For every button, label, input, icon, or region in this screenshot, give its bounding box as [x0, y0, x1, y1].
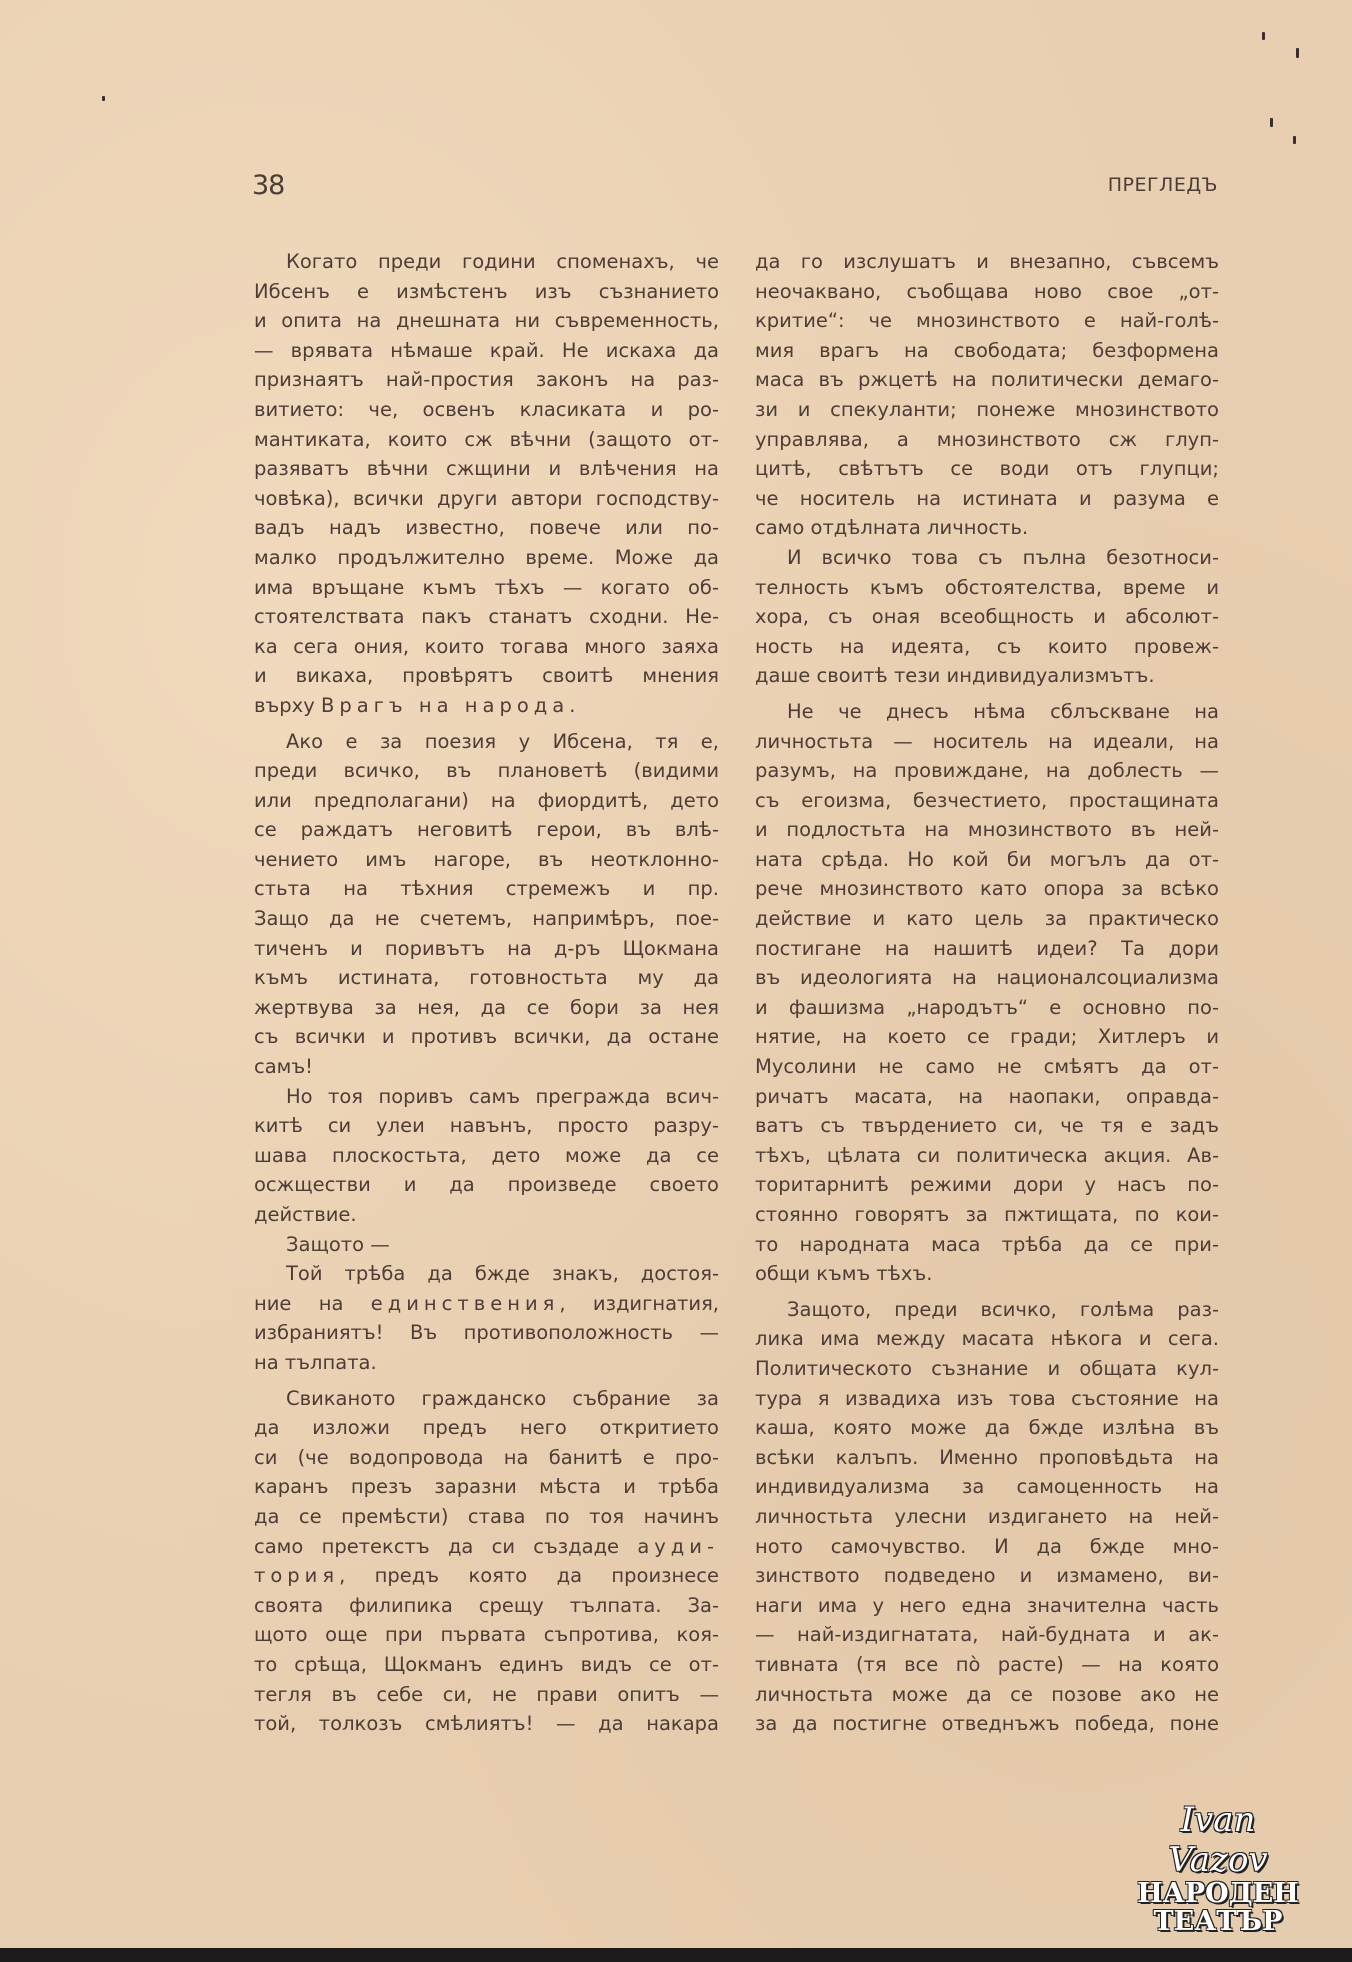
text-line: личностьта може да се позове ако не: [755, 1682, 1219, 1706]
text-line: жертвува за нея, да се бори за нея: [254, 995, 719, 1019]
text-line: или предполагани) на фиордитѣ, дето: [254, 788, 719, 812]
text-line: витието: че, освенъ класиката и ро-: [254, 397, 719, 421]
text-line: стоянно говорятъ за пжтищата, по кои-: [755, 1203, 1219, 1226]
logo-script: Ivan Vazov: [1168, 1800, 1268, 1880]
text-line: ние на единствения, издигнатия,: [254, 1291, 720, 1315]
text-line: личностьта улесни издигането на ней-: [755, 1504, 1219, 1528]
text-line: Защо да не счетемъ, напримѣръ, пое-: [254, 907, 719, 931]
scan-speck: [1262, 32, 1265, 40]
text-line: каша, която може да бжде излѣна въ: [755, 1416, 1219, 1440]
logo-line-2: ТЕАТЪР: [1153, 1906, 1283, 1937]
text-line: торитарнитѣ режими дори у насъ по-: [755, 1173, 1219, 1197]
text-line: общи къмъ тѣхъ.: [755, 1262, 933, 1286]
text-line: Той трѣба да бжде знакъ, достоя-: [286, 1262, 719, 1286]
text-line: че носитель на истината и разума е: [755, 486, 1219, 510]
scan-bottom-edge: [0, 1948, 1352, 1962]
scan-speck: [102, 96, 105, 101]
text-line: и подлостьта на мнозинството въ ней-: [755, 818, 1219, 842]
text-line: тивната (тя все по̀ расте) — на която: [755, 1652, 1219, 1676]
text-line: лика има между масата нѣкога и сега.: [755, 1327, 1219, 1351]
text-line: шава плоскостьта, дето може да се: [254, 1143, 719, 1167]
text-line: критие“: че мнозинството е най-голѣ-: [755, 309, 1219, 333]
text-line: тиченъ и поривътъ на д-ръ Щокмана: [254, 936, 719, 960]
national-theatre-logo: [1128, 1800, 1308, 1936]
text-line: се раждатъ неговитѣ герои, въ влѣ-: [254, 818, 719, 842]
text-line: неочаквано, съобщава ново свое „от-: [755, 279, 1219, 303]
text-line: Когато преди години споменахъ, че: [286, 250, 719, 273]
text-line: — най-издигнатата, най-будната и ак-: [755, 1623, 1219, 1647]
text-line: преди всичко, въ плановетѣ (видими: [254, 759, 719, 783]
emphasized-text: ауди-: [637, 1534, 719, 1558]
text-line: чението имъ нагоре, въ неотклонно-: [254, 847, 719, 871]
text-line: Защото —: [286, 1232, 390, 1256]
scan-speck: [1270, 118, 1273, 127]
text-line: Ако е за поезия у Ибсена, тя е,: [286, 729, 719, 753]
text-line: къмъ истината, готовностьта му да: [254, 966, 719, 990]
text-line: разяватъ вѣчни сжщини и влѣчения на: [254, 457, 719, 481]
text-line: И всичко това съ пълна безотноси-: [787, 545, 1219, 569]
text-line: зи и спекуланти; понеже мнозинството: [755, 397, 1219, 421]
text-line: ната срѣда. Но кой би могълъ да от-: [755, 847, 1219, 871]
text-line: си (че водопровода на банитѣ е про-: [254, 1445, 719, 1469]
text-line: действие.: [254, 1203, 357, 1226]
text-line: само претекстъ да си създаде ауди-: [254, 1534, 719, 1558]
text-line: да изложи предъ него откритието: [254, 1416, 719, 1440]
text-line: всѣки калъпъ. Именно проповѣдьта на: [755, 1445, 1219, 1469]
text-line: самъ!: [254, 1055, 313, 1079]
text-line: ното самочувство. И да бжде мно-: [755, 1534, 1219, 1558]
text-line: рече мнозинството като опора за всѣко: [755, 877, 1219, 901]
text-line: мия врагъ на свободата; безформена: [755, 338, 1219, 362]
text-line: — врявата нѣмаше край. Не искаха да: [254, 338, 719, 362]
emphasized-text: единствения: [370, 1291, 560, 1315]
emphasized-text: тория: [254, 1564, 340, 1588]
text-line: Свиканото гражданско събрание за: [286, 1386, 719, 1410]
text-line: и опита на днешната ни съвременность,: [254, 309, 719, 333]
text-line: избраниятъ! Въ противоположность —: [254, 1321, 719, 1345]
text-line: тура я извадиха изъ това състояние на: [755, 1386, 1219, 1410]
text-line: мантиката, които сж вѣчни (защото от-: [254, 427, 719, 451]
text-line: стоятелствата пакъ станатъ сходни. Не-: [254, 605, 719, 629]
text-line: то народната маса трѣба да се при-: [755, 1232, 1219, 1256]
page-number: 38: [252, 170, 285, 201]
left-column: [254, 247, 719, 1739]
text-line: ватъ съ твърдението си, че тя е задъ: [755, 1114, 1219, 1138]
text-line: тегля въ себе си, не прави опитъ —: [254, 1682, 719, 1706]
text-line: каранъ презъ заразни мѣста и трѣба: [254, 1475, 719, 1499]
text-line: китѣ си улеи навънъ, просто разру-: [254, 1114, 719, 1138]
text-line: Политическото съзнание и общата кул-: [755, 1356, 1219, 1380]
logo-line-1: НАРОДЕН: [1137, 1878, 1299, 1909]
text-line: зинството подведено и измамено, ви-: [755, 1564, 1219, 1588]
text-line: за да постигне отведнъжъ победа, поне: [755, 1712, 1219, 1736]
text-line: върху Врагъ на народа.: [254, 693, 576, 717]
text-line: ричатъ масата, на наопаки, оправда-: [755, 1084, 1219, 1108]
text-line: действие и като цель за практическо: [755, 907, 1219, 931]
text-line: управлява, а мнозинството сж глуп-: [755, 427, 1219, 451]
emphasized-text: Врагъ на народа: [320, 693, 570, 717]
text-line: наги има у него една значителна часть: [755, 1593, 1219, 1617]
text-line: Но тоя поривъ самъ преграждa всич-: [286, 1084, 719, 1108]
text-line: Ибсенъ е измѣстенъ изъ съзнанието: [254, 279, 719, 303]
text-line: на тълпата.: [254, 1350, 377, 1374]
text-line: Не че днесъ нѣма сблъскване на: [787, 699, 1219, 723]
text-line: личностьта — носитель на идеали, на: [755, 729, 1219, 753]
text-line: нятие, на което се гради; Хитлеръ и: [755, 1025, 1219, 1049]
text-line: да се премѣсти) става по тоя начинъ: [254, 1504, 719, 1528]
text-line: то срѣща, Щокманъ единъ видъ се от-: [254, 1652, 719, 1676]
text-line: Мусолини не само не смѣятъ да от-: [755, 1055, 1219, 1079]
text-line: даше своитѣ тези индивидуализмътъ.: [755, 664, 1155, 688]
text-line: стьта на тѣхния стремежъ и пр.: [254, 877, 719, 901]
text-line: цитѣ, свѣтътъ се води отъ глупци;: [755, 457, 1219, 481]
text-line: индивидуализма за самоценность на: [755, 1475, 1219, 1499]
text-line: въ идеологията на националсоциализма: [755, 966, 1219, 990]
text-line: само отдѣлната личность.: [755, 516, 1029, 540]
text-line: и викаха, провѣрятъ своитѣ мнения: [254, 664, 719, 688]
text-line: щото още при първата съпротива, коя-: [254, 1623, 719, 1647]
text-line: да го изслушатъ и внезапно, съвсемъ: [755, 250, 1219, 273]
text-line: ность на идеята, съ които провеж-: [755, 634, 1219, 658]
text-line: разумъ, на провиждане, на доблесть —: [755, 759, 1219, 783]
text-line: постигане на нашитѣ идеи? Та дори: [755, 936, 1219, 960]
text-line: Защото, преди всичко, голѣма раз-: [787, 1297, 1219, 1321]
scan-speck: [1293, 136, 1296, 144]
text-line: съ егоизма, безчестието, простащината: [755, 788, 1219, 812]
running-head: ПРЕГЛЕДЪ: [1107, 174, 1218, 196]
text-line: телность къмъ обстоятелства, време и: [755, 575, 1219, 599]
text-line: малко продължително време. Може да: [254, 545, 719, 569]
text-line: признаятъ най-простия законъ на раз-: [254, 368, 719, 392]
text-line: своята филипика срещу тълпата. За-: [254, 1593, 719, 1617]
scan-speck: [1296, 48, 1299, 58]
text-line: осжществи и да произведе своето: [254, 1173, 719, 1197]
text-line: той, толкозъ смѣлиятъ! — да накара: [254, 1712, 719, 1736]
text-line: човѣка), всички други автори господству-: [254, 486, 719, 510]
text-line: съ всички и противъ всички, да остане: [254, 1025, 719, 1049]
text-line: има връщане къмъ тѣхъ — когато об-: [254, 575, 719, 599]
text-line: ка сега ония, които тогава много заяха: [254, 634, 719, 658]
text-line: хора, съ оная всеобщность и абсолют-: [755, 605, 1219, 629]
text-line: тория, предъ която да произнесе: [254, 1564, 719, 1588]
text-line: тѣхъ, цѣлата си политическа акция. Ав-: [755, 1143, 1219, 1167]
text-line: и фашизма „народътъ“ е основно по-: [755, 995, 1219, 1019]
text-line: вадъ надъ известно, повече или по-: [254, 516, 719, 540]
text-line: маса въ ржцетѣ на политически демаго-: [755, 368, 1219, 392]
right-column: [755, 247, 1219, 1739]
